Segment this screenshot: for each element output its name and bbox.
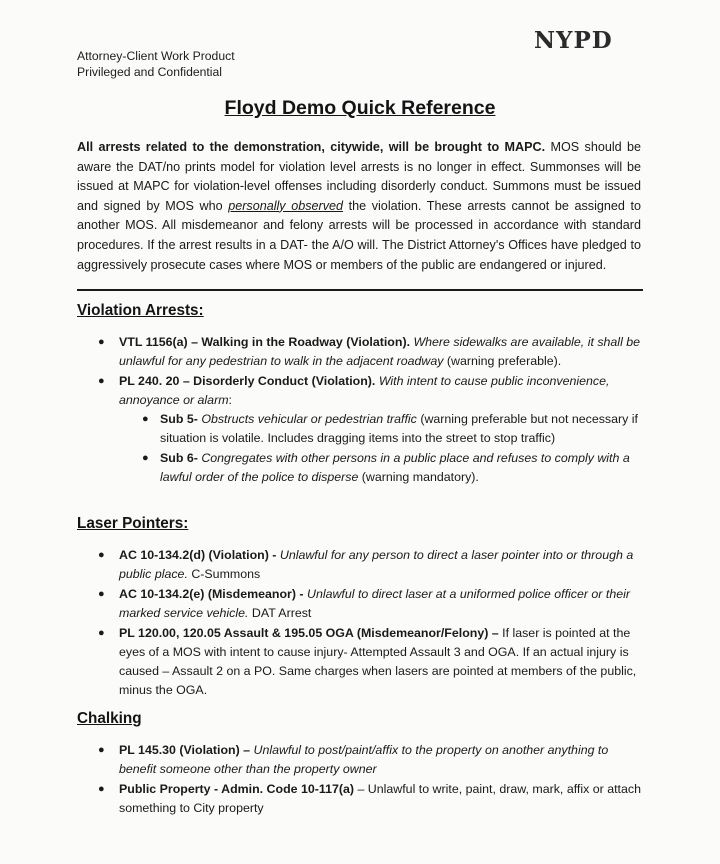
subsection-note: (warning mandatory). [358, 470, 479, 484]
bullet-icon: ● [98, 744, 105, 756]
nypd-logo: NYPD [534, 27, 613, 54]
subsection-label: Sub 6- [160, 451, 198, 465]
subsection-note: (warning preferable but not necessary if situation is volatile. Includes dragging items into the street to stop traffic) [160, 412, 638, 445]
bullet-icon: ● [98, 588, 105, 600]
subsection-description: Congregates with other persons in a public place and refuses to comply with a lawful order of the police to disperse [160, 451, 630, 484]
statute-label: PL 240. 20 – Disorderly Conduct (Violation). [119, 374, 376, 388]
bullet-icon: ● [142, 452, 149, 464]
statute-label: Public Property - Admin. Code 10-117(a) [119, 782, 355, 796]
subsection-label: Sub 5- [160, 412, 198, 426]
header-line-work-product: Attorney-Client Work Product [77, 49, 235, 63]
sub-list-item [139, 449, 643, 487]
statute-description: Unlawful to direct laser at a uniformed police officer or their marked service vehicle. [119, 587, 630, 620]
laser-pointers-heading: Laser Pointers: [77, 515, 189, 532]
list-item [95, 741, 643, 779]
statute-label: AC 10-134.2(e) (Misdemeanor) - [119, 587, 304, 601]
statute-label: AC 10-134.2(d) (Violation) - [119, 548, 277, 562]
statute-description: Where sidewalks are available, it shall be unlawful for any pedestrian to walk in the adjacent roadway [119, 335, 641, 368]
sub-list-item [139, 410, 643, 448]
statute-description: Unlawful to post/paint/affix to the property on another anything to benefit someone other than the property owner [119, 743, 609, 776]
intro-text-1: MOS should be aware the DAT/no prints model for violation level arrests is no longer in effect. Summonses will be issued at MAPC for violation-level offenses including disorderly conduct. Summons must be issued and signed by MOS who [77, 140, 641, 213]
subsection-description: Obstructs vehicular or pedestrian traffic [197, 412, 417, 426]
list-item [95, 624, 643, 700]
page-title: Floyd Demo Quick Reference [224, 97, 496, 119]
list-item [95, 333, 643, 371]
statute-label: PL 145.30 (Violation) – [119, 743, 251, 757]
chalking-list [95, 741, 643, 819]
bullet-icon: ● [98, 783, 105, 795]
bullet-icon: ● [98, 627, 105, 639]
statute-label: VTL 1156(a) – Walking in the Roadway (Violation). [119, 335, 411, 349]
violation-arrests-heading: Violation Arrests: [77, 302, 204, 319]
statute-note: – Unlawful to write, paint, draw, mark, affix or attach something to City property [119, 782, 641, 815]
intro-paragraph [77, 138, 641, 275]
intro-lead: All arrests related to the demonstration, citywide, will be brought to MAPC. [77, 140, 546, 154]
statute-note: : [228, 393, 232, 407]
bullet-icon: ● [142, 413, 149, 425]
bullet-icon: ● [98, 336, 105, 348]
list-item [95, 585, 643, 623]
statute-description: With intent to cause public inconvenience, annoyance or alarm [119, 374, 610, 407]
section-divider [77, 289, 643, 291]
statute-description: Unlawful for any person to direct a laser pointer into or through a public place. [119, 548, 634, 581]
bullet-icon: ● [98, 549, 105, 561]
statute-note: (warning preferable). [443, 354, 562, 368]
intro-emphasis: personally observed [228, 198, 344, 213]
intro-text-2: the violation. These arrests cannot be assigned to another MOS. All misdemeanor and felony arrests will be processed in accordance with standard procedures. If the arrest results in a DAT- the A/O will. The District Attorney's Offices have pledged to aggressively prosecute cases where MOS or members of the public are endangered or injured. [77, 198, 641, 272]
list-item [95, 546, 643, 584]
bullet-icon: ● [98, 375, 105, 387]
confidentiality-header [77, 48, 235, 80]
header-line-privileged: Privileged and Confidential [77, 65, 222, 79]
chalking-heading: Chalking [77, 710, 142, 727]
statute-note: If laser is pointed at the eyes of a MOS with intent to cause injury- Attempted Assault 3 and OGA. If an actual injury is caused – Assault 2 on a PO. Same charges when lasers are pointed at members of the public, minus the OGA. [119, 626, 637, 697]
list-item [95, 780, 643, 818]
statute-note: C-Summons [187, 567, 261, 581]
list-item [95, 372, 643, 487]
disorderly-conduct-sublist [139, 410, 643, 487]
statute-label: PL 120.00, 120.05 Assault & 195.05 OGA (Misdemeanor/Felony) – [119, 626, 499, 640]
statute-note: DAT Arrest [248, 606, 312, 620]
laser-list [95, 546, 643, 701]
violation-list [95, 333, 643, 488]
